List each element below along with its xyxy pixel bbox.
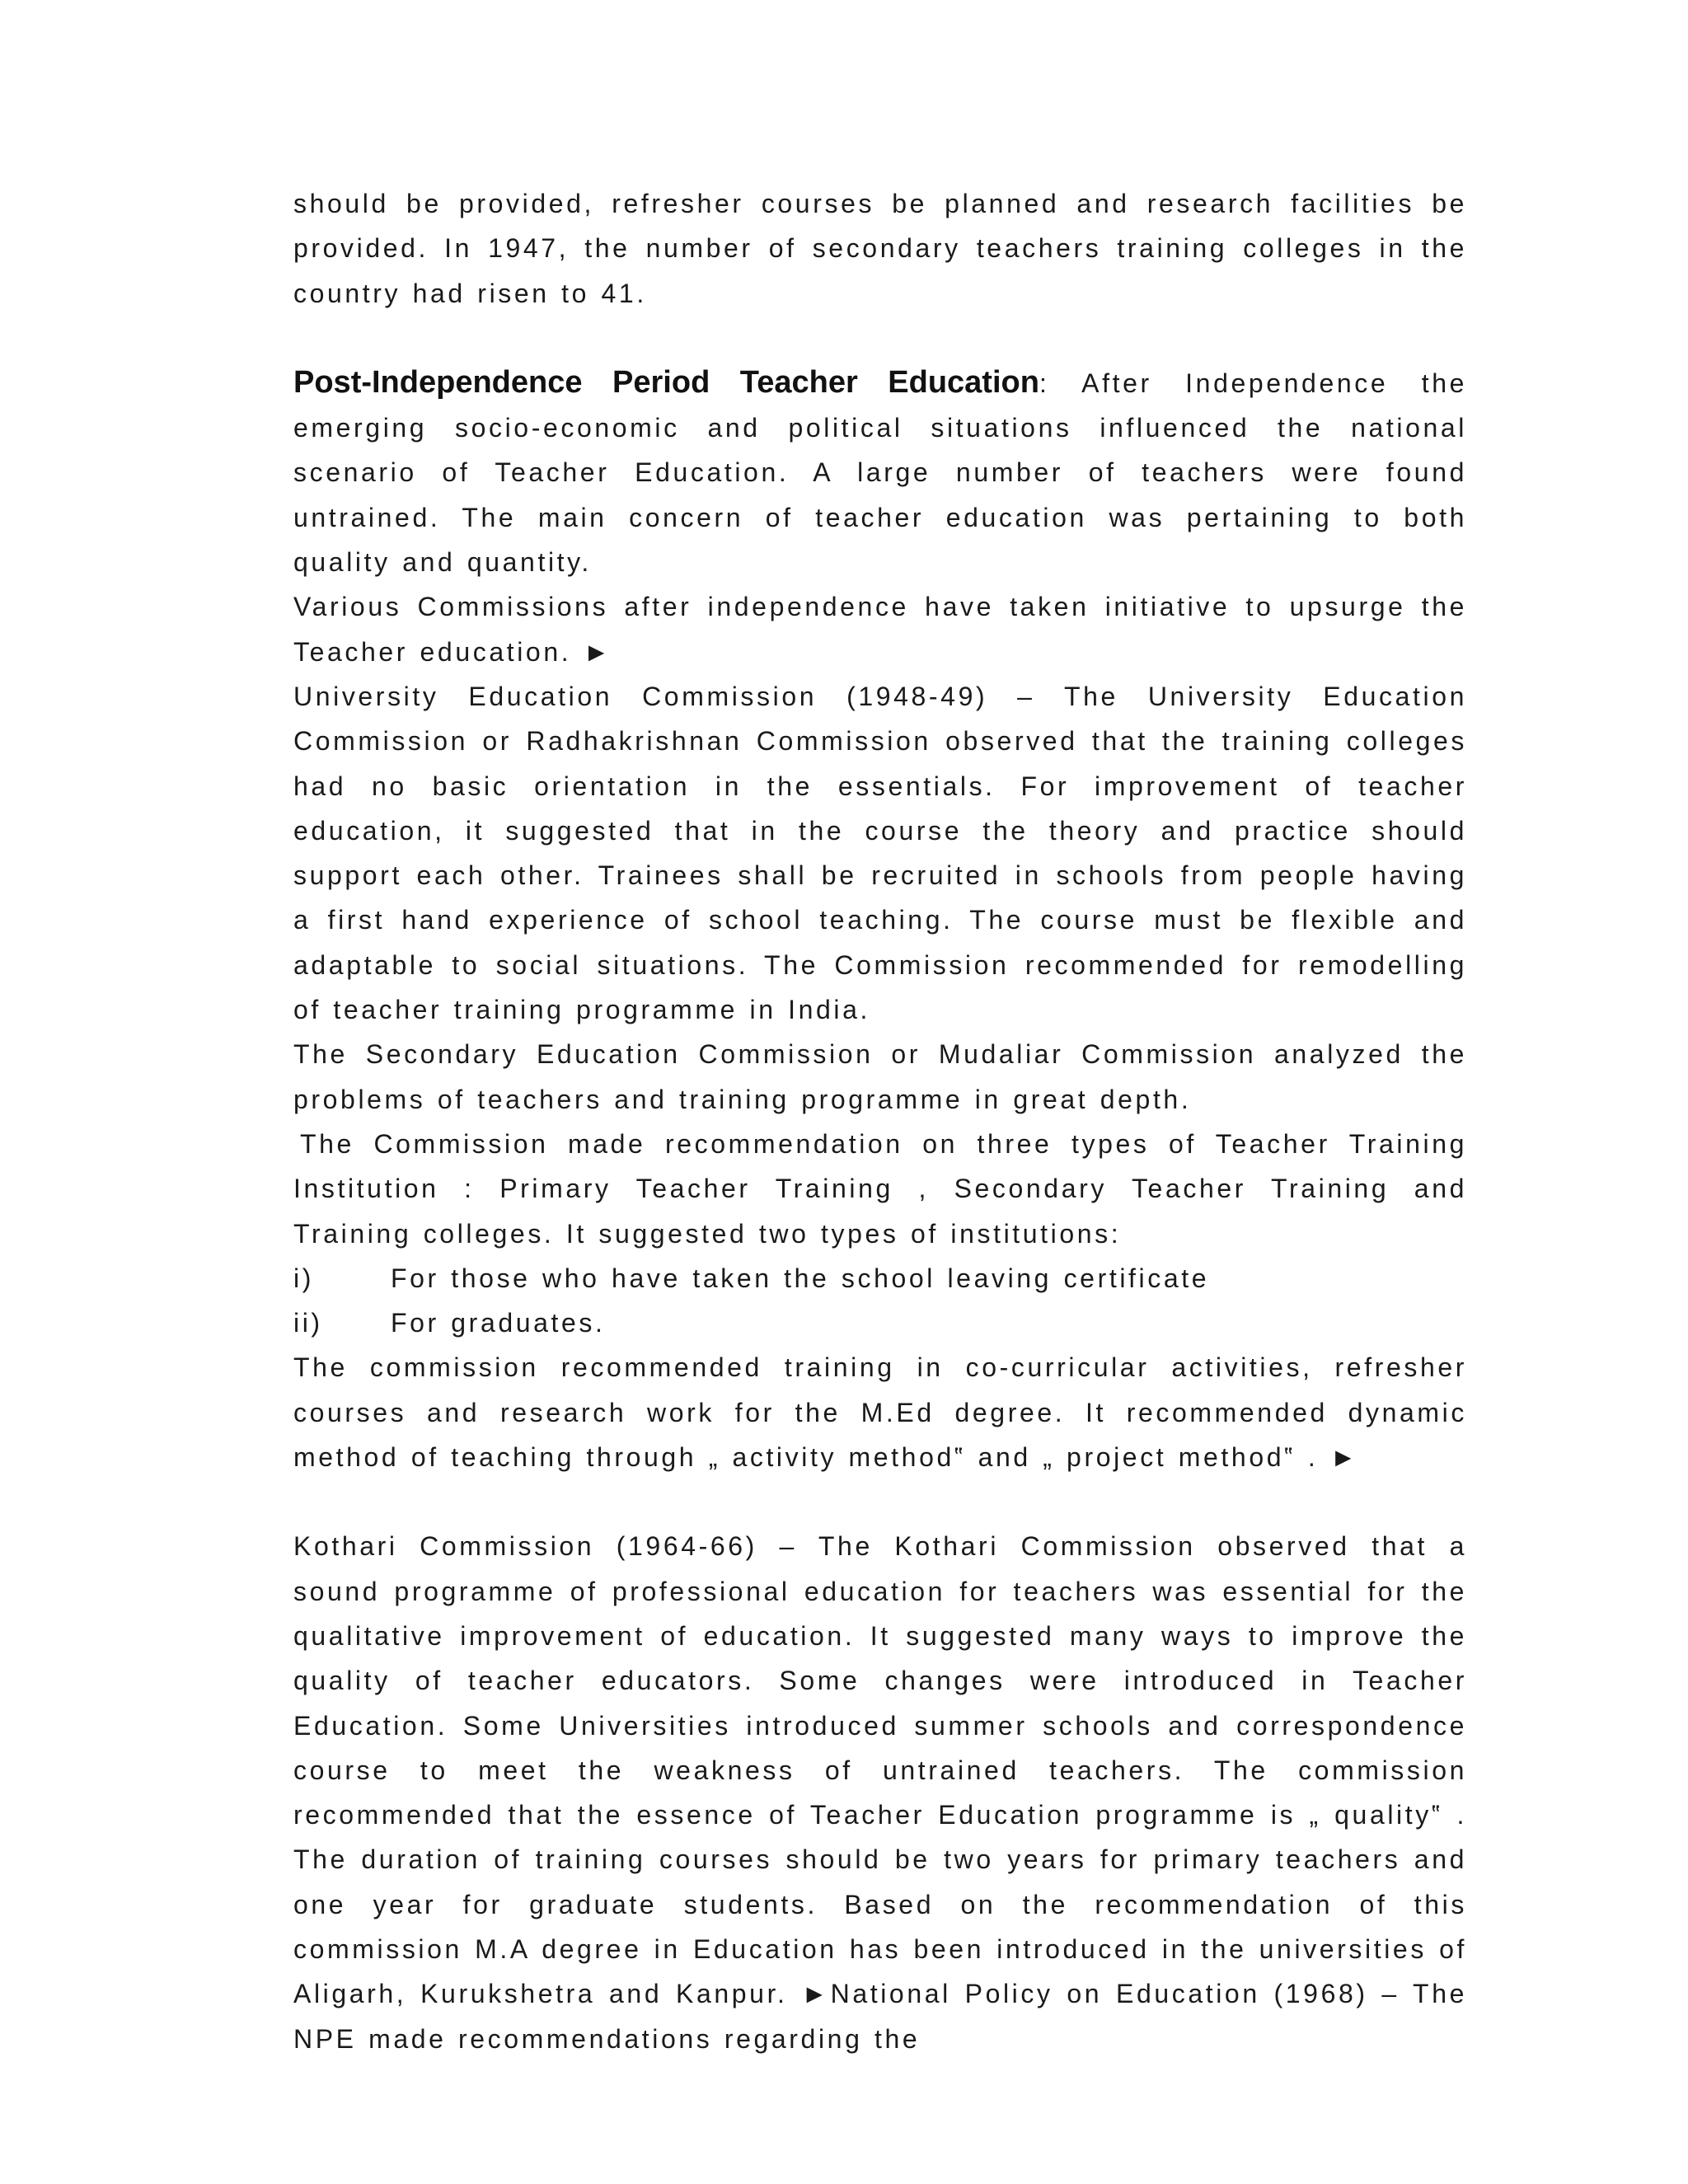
- paragraph-gap: [293, 316, 1467, 360]
- intro-paragraph: should be provided, refresher courses be planned and research facilities be provided. In 1947, the number of secondary teachers training colleges in the country had risen to 41.: [293, 189, 1467, 308]
- list-marker: ii): [293, 1308, 323, 1338]
- commissions-intro-paragraph: Various Commissions after independence have taken initiative to upsurge the Teacher education. ►: [293, 592, 1467, 667]
- paragraph-gap: [293, 1479, 1467, 1524]
- list-item-text: For those who have taken the school leaving certificate: [391, 1263, 1210, 1293]
- university-commission-paragraph: University Education Commission (1948-49) – The University Education Commission or Radhakrishnan Commission observed that the training colleges had no basic orientation in the essentials. For improvement of teacher education, it suggested that in the course the theory and practice should support each other. Trainees shall be recruited in schools from people having a first hand experience of school teaching. The course must be flexible and adaptable to social situations. The Commission recommended for remodelling of teacher training programme in India.: [293, 681, 1467, 1025]
- secondary-commission-paragraph: The Secondary Education Commission or Mudaliar Commission analyzed the problems of teachers and training programme in great depth.: [293, 1039, 1467, 1114]
- section-paragraph: [293, 360, 1467, 584]
- kothari-commission-paragraph: Kothari Commission (1964-66) – The Kothari Commission observed that a sound programme of professional education for teachers was essential for the qualitative improvement of education. It suggested many ways to improve the quality of teacher educators. Some changes were introduced in Teacher Education. Some Universities introduced summer schools and correspondence course to meet the weakness of untrained teachers. The commission recommended that the essence of Teacher Education programme is „ quality‟ . The duration of training courses should be two years for primary teachers and one year for graduate students. Based on the recommendation of this commission M.A degree in Education has been introduced in the universities of Aligarh, Kurukshetra and Kanpur. ►National Policy on Education (1968) – The NPE made recommendations regarding the: [293, 1531, 1467, 2054]
- list-item: [293, 1256, 1467, 1301]
- section-heading-tail: : After Independence the emerging socio-economic and political situations influenced the national scenario of Teacher Education. A large number of teachers were found untrained. The main concern of teacher education was pertaining to both quality and quantity.: [293, 368, 1467, 578]
- document-body: [293, 181, 1467, 2061]
- list-item: [293, 1301, 1467, 1345]
- secondary-recommendation-paragraph: [293, 1122, 1467, 1256]
- list-item-text: For graduates.: [391, 1308, 606, 1338]
- secondary-recommendation-text: The Commission made recommendation on three types of Teacher Training Institution : Primary Teacher Training , Secondary Teacher Training and Training colleges. It suggested two types of institutions:: [293, 1128, 1467, 1249]
- list-marker: i): [293, 1263, 314, 1293]
- section-heading: Post-Independence Period Teacher Education: [293, 364, 1039, 400]
- commission-recommended-paragraph: The commission recommended training in co-curricular activities, refresher courses and research work for the M.Ed degree. It recommended dynamic method of teaching through „ activity method‟ and „ project method‟ . ►: [293, 1352, 1467, 1473]
